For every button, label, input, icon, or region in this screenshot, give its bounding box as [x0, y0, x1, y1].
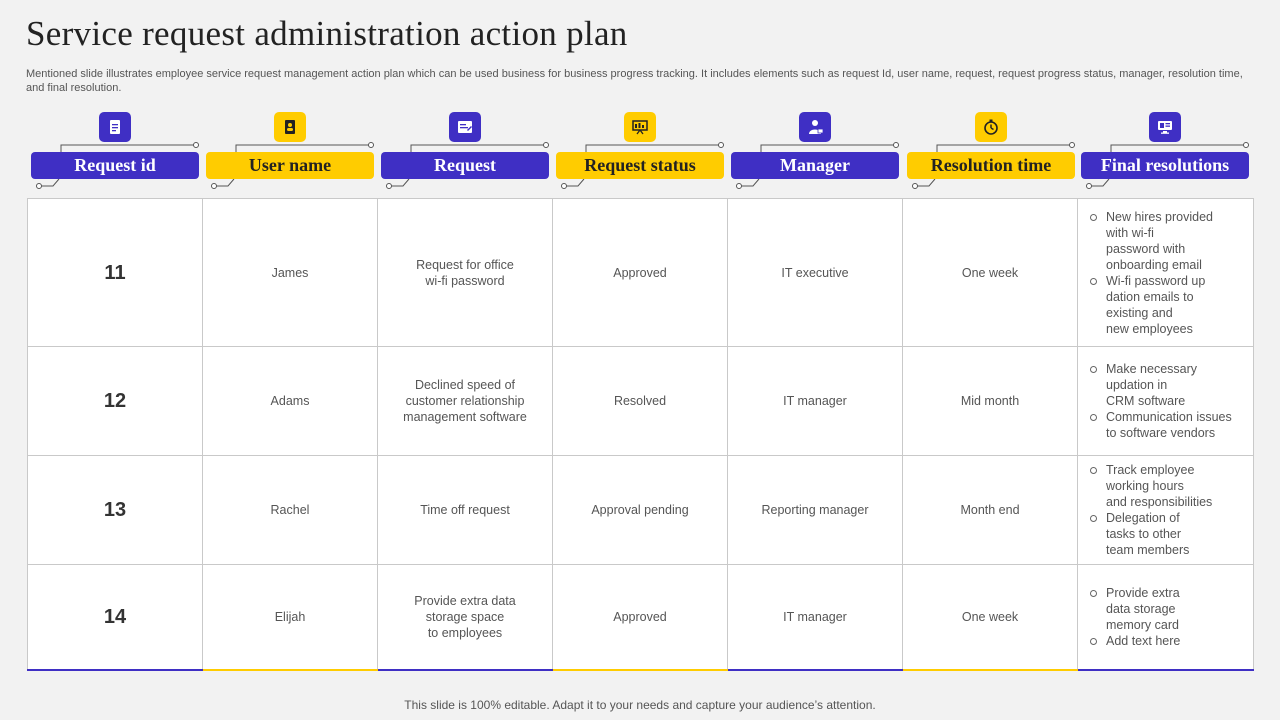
request-status-cell: Approved — [553, 199, 728, 347]
column-header-2 — [381, 112, 549, 194]
resolution-list — [1088, 209, 1247, 337]
resolution-time-cell: Month end — [903, 456, 1078, 565]
resolution-time-cell: One week — [903, 565, 1078, 670]
column-header-label: Final resolutions — [1081, 152, 1249, 179]
page-subtitle: Mentioned slide illustrates employee service request management action plan which can be used business for business progress tracking. It includes elements such as request Id, user name, request, request progress status, manager, resolution time, and final resolution. — [26, 68, 1243, 94]
manager-cell: IT manager — [728, 565, 903, 670]
column-header-label: Request id — [31, 152, 199, 179]
table-row — [28, 347, 1254, 456]
column-header-4 — [731, 112, 899, 194]
user-name-cell: Adams — [203, 347, 378, 456]
resolution-time-cell: One week — [903, 199, 1078, 347]
page-title: Service request administration action plan — [26, 14, 628, 53]
list-item: Communication issues to software vendors — [1088, 409, 1247, 441]
column-header-label: Request status — [556, 152, 724, 179]
user-name-cell: Elijah — [203, 565, 378, 670]
final-resolutions-cell — [1078, 347, 1254, 456]
user-name-cell: James — [203, 199, 378, 347]
request-status-cell: Approval pending — [553, 456, 728, 565]
request-cell: Declined speed of customer relationship management software — [378, 347, 553, 456]
request-cell: Request for office wi-fi password — [378, 199, 553, 347]
column-header-1 — [206, 112, 374, 194]
request-status-cell: Approved — [553, 565, 728, 670]
manager-icon — [799, 112, 831, 142]
resolution-time-cell: Mid month — [903, 347, 1078, 456]
action-plan-table — [27, 198, 1254, 671]
final-resolutions-cell — [1078, 565, 1254, 670]
table-row — [28, 565, 1254, 670]
request-id-cell: 13 — [28, 456, 203, 565]
column-header-3 — [556, 112, 724, 194]
stopwatch-icon — [975, 112, 1007, 142]
resolution-list — [1088, 361, 1247, 441]
column-header-label: Request — [381, 152, 549, 179]
manager-cell: IT executive — [728, 199, 903, 347]
resolution-list — [1088, 585, 1247, 649]
list-item: Track employee working hours and responsibilities — [1088, 462, 1247, 510]
column-header-0 — [31, 112, 199, 194]
table-row — [28, 199, 1254, 347]
list-item: Provide extra data storage memory card — [1088, 585, 1247, 633]
request-cell: Provide extra data storage space to employees — [378, 565, 553, 670]
column-header-6 — [1081, 112, 1249, 194]
resolution-list — [1088, 462, 1247, 558]
list-item: Add text here — [1088, 633, 1247, 649]
column-header-label: Resolution time — [907, 152, 1075, 179]
list-item: New hires provided with wi-fi password with onboarding email — [1088, 209, 1247, 273]
document-icon — [99, 112, 131, 142]
request-id-cell: 11 — [28, 199, 203, 347]
monitor-icon — [1149, 112, 1181, 142]
footer-note: This slide is 100% editable. Adapt it to your needs and capture your audience’s attention. — [404, 698, 876, 712]
request-id-cell: 14 — [28, 565, 203, 670]
request-cell: Time off request — [378, 456, 553, 565]
final-resolutions-cell — [1078, 456, 1254, 565]
column-header-5 — [907, 112, 1075, 194]
request-status-cell: Resolved — [553, 347, 728, 456]
form-icon — [449, 112, 481, 142]
table-row — [28, 456, 1254, 565]
manager-cell: IT manager — [728, 347, 903, 456]
list-item: Make necessary updation in CRM software — [1088, 361, 1247, 409]
list-item: Wi-fi password up dation emails to existing and new employees — [1088, 273, 1247, 337]
column-header-label: Manager — [731, 152, 899, 179]
list-item: Delegation of tasks to other team members — [1088, 510, 1247, 558]
presentation-icon — [624, 112, 656, 142]
column-header-label: User name — [206, 152, 374, 179]
final-resolutions-cell — [1078, 199, 1254, 347]
user-name-cell: Rachel — [203, 456, 378, 565]
manager-cell: Reporting manager — [728, 456, 903, 565]
user-id-icon — [274, 112, 306, 142]
request-id-cell: 12 — [28, 347, 203, 456]
